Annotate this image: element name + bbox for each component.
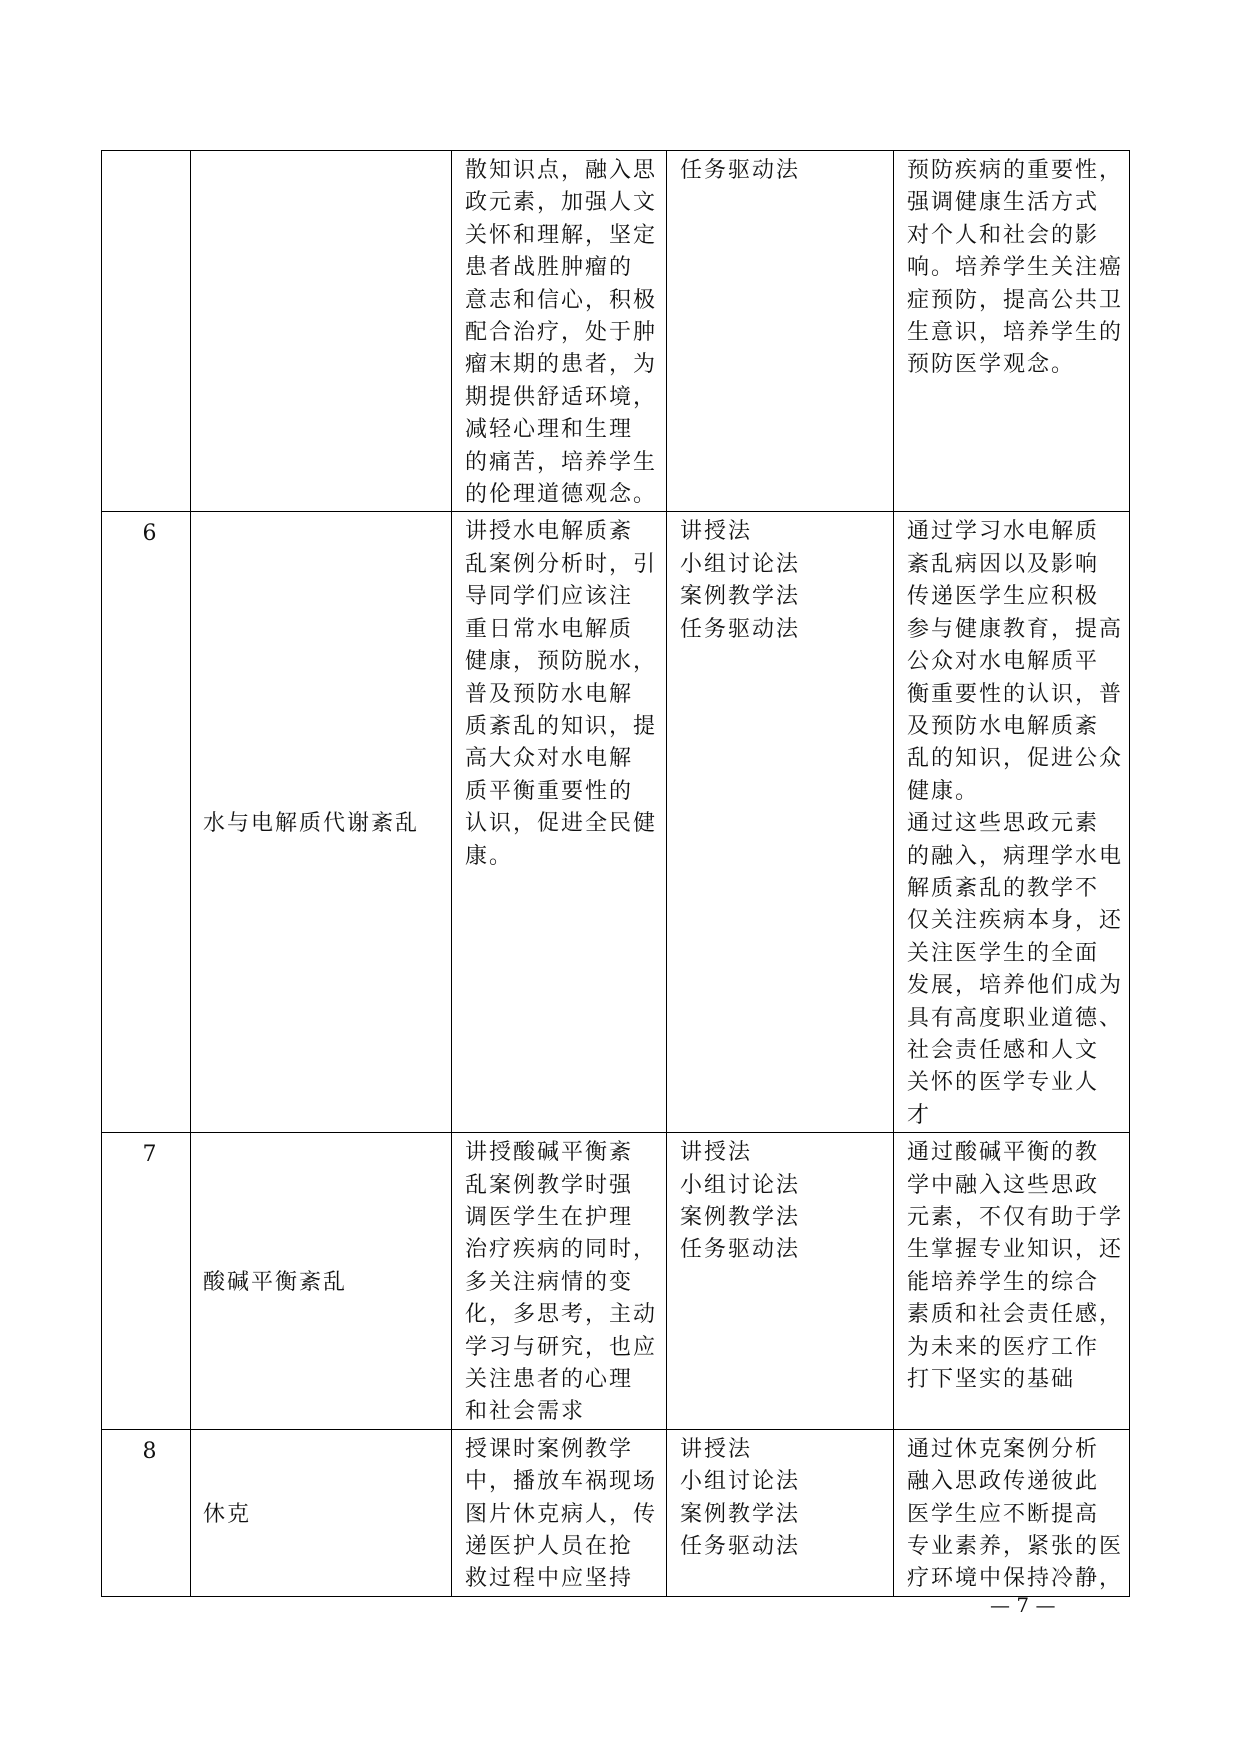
- methods-cell: 讲授法 小组讨论法 案例教学法 任务驱动法: [667, 512, 894, 1133]
- topic-cell: [191, 151, 452, 512]
- table-row: [102, 1429, 1130, 1596]
- methods-cell: 讲授法 小组讨论法 案例教学法 任务驱动法: [667, 1429, 894, 1596]
- topic-cell: 酸碱平衡紊乱: [191, 1133, 452, 1430]
- row-number-cell: 6: [102, 512, 191, 1133]
- table-row: [102, 512, 1130, 1133]
- goals-cell: 通过休克案例分析 融入思政传递彼此 医学生应不断提高 专业素养，紧张的医 疗环境中保持冷静，: [894, 1429, 1130, 1596]
- goals-cell: 通过酸碱平衡的教 学中融入这些思政 元素，不仅有助于学 生掌握专业知识，还 能培养学生的综合 素质和社会责任感， 为未来的医疗工作 打下坚实的基础: [894, 1133, 1130, 1430]
- content-cell: 讲授水电解质紊 乱案例分析时，引 导同学们应该注 重日常水电解质 健康，预防脱水， 普及预防水电解 质紊乱的知识，提 高大众对水电解 质平衡重要性的 认识，促进全民健 康。: [452, 512, 667, 1133]
- methods-cell: 讲授法 小组讨论法 案例教学法 任务驱动法: [667, 1133, 894, 1430]
- content-table: [101, 150, 1130, 1597]
- goals-cell: 通过学习水电解质 紊乱病因以及影响 传递医学生应积极 参与健康教育，提高 公众对水电解质平 衡重要性的认识，普 及预防水电解质紊 乱的知识，促进公众 健康。 通过这些思政元素 的融入，病理学水电 解质紊乱的教学不 仅关注疾病本身，还 关注医学生的全面 发展，培养他们成为 具有高度职业道德、 社会责任感和人文 关怀的医学专业人 才: [894, 512, 1130, 1133]
- table-row: [102, 151, 1130, 512]
- goals-cell: 预防疾病的重要性， 强调健康生活方式 对个人和社会的影 响。培养学生关注癌 症预防，提高公共卫 生意识，培养学生的 预防医学观念。: [894, 151, 1130, 512]
- content-cell: 散知识点，融入思 政元素，加强人文 关怀和理解，坚定 患者战胜肿瘤的 意志和信心，积极 配合治疗，处于肿 瘤末期的患者，为 期提供舒适环境， 减轻心理和生理 的痛苦，培养学生 的伦理道德观念。: [452, 151, 667, 512]
- content-cell: 讲授酸碱平衡紊 乱案例教学时强 调医学生在护理 治疗疾病的同时， 多关注病情的变 化，多思考，主动 学习与研究，也应 关注患者的心理 和社会需求: [452, 1133, 667, 1430]
- row-number-cell: [102, 151, 191, 512]
- row-number-cell: 8: [102, 1429, 191, 1596]
- page-number: — 7 —: [990, 1593, 1056, 1617]
- topic-cell: 水与电解质代谢紊乱: [191, 512, 452, 1133]
- table-row: [102, 1133, 1130, 1430]
- content-cell: 授课时案例教学 中，播放车祸现场 图片休克病人，传 递医护人员在抢 救过程中应坚持: [452, 1429, 667, 1596]
- topic-cell: 休克: [191, 1429, 452, 1596]
- methods-cell: 任务驱动法: [667, 151, 894, 512]
- row-number-cell: 7: [102, 1133, 191, 1430]
